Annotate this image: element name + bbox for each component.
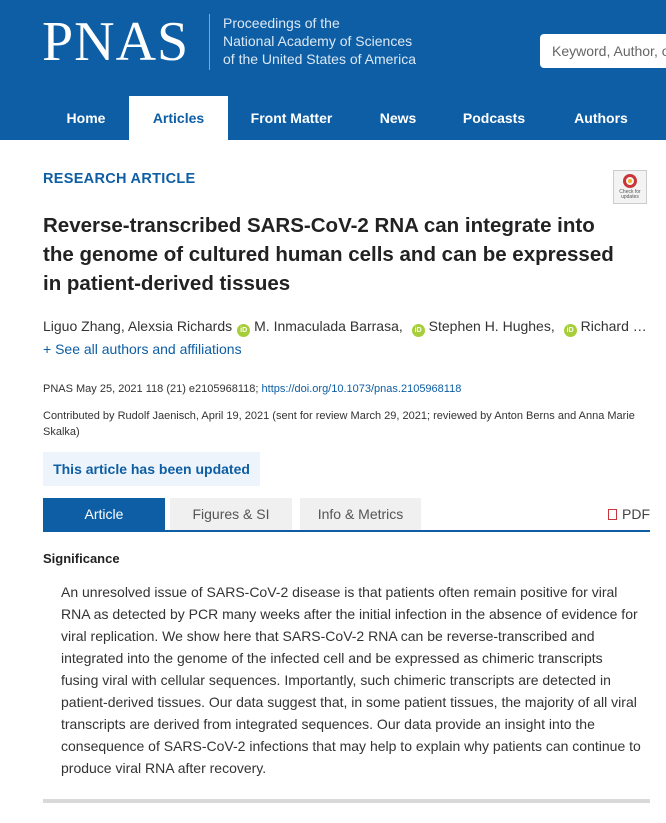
significance-body: An unresolved issue of SARS-CoV-2 disease is that patients often remain positive for viral RNA as detected by PCR many weeks after the initial infection in the absence of evidence for viral replication. We show here that SARS-CoV-2 RNA can be reverse-transcribed and integrated into the genome of the infected cell and be expressed as chimeric transcripts fusing viral with cellular sequences. Importantly, such chimeric transcripts are detected in patient-derived tissues. Our data suggest that, in some patient tissues, the majority of all viral transcripts are derived from integrated sequences. Our data provide an insight into the consequence of SARS-CoV-2 infections that may help to explain why patients can continue to produce viral RNA after recovery. — [61, 584, 641, 776]
significance-heading: Significance — [43, 551, 120, 566]
check-for-updates-badge[interactable] — [613, 170, 647, 204]
author-name[interactable]: Liguo Zhang — [43, 318, 121, 334]
author-name[interactable]: Stephen H. Hughes — [428, 318, 551, 334]
article-title: Reverse-transcribed SARS-CoV-2 RNA can integrate into the genome of cultured human cells and can be expressed in patient-derived tissues — [43, 214, 614, 295]
see-all-authors-link[interactable]: + See all authors and affiliations — [43, 341, 242, 357]
search-box[interactable] — [540, 34, 666, 68]
logo-divider — [209, 14, 210, 70]
journal-tagline — [223, 14, 416, 68]
tab-info-metrics[interactable]: Info & Metrics — [300, 498, 421, 530]
article-updated-notice[interactable]: This article has been updated — [43, 452, 260, 486]
pdf-file-icon — [608, 509, 617, 520]
orcid-icon[interactable]: iD — [412, 324, 425, 337]
nav-authors[interactable]: Authors — [574, 110, 628, 126]
nav-articles[interactable]: Articles — [129, 96, 228, 140]
pdf-download-link[interactable] — [608, 498, 650, 530]
pnas-logo[interactable]: PNAS — [42, 11, 190, 73]
contributed-by: Contributed by Rudolf Jaenisch, April 19, 2021 (sent for review March 29, 2021; reviewed by Anton Berns and Anna Marie Skalka) — [43, 410, 635, 438]
main-nav — [43, 96, 655, 140]
nav-news[interactable]: News — [379, 110, 417, 126]
tagline-line: National Academy of Sciences — [223, 33, 413, 49]
search-input[interactable] — [550, 42, 666, 60]
section-divider — [43, 799, 650, 803]
check-badge-text: Check for updates — [619, 189, 641, 200]
crossmark-icon — [623, 174, 637, 188]
nav-home[interactable]: Home — [66, 110, 106, 126]
author-name[interactable]: M. Inmaculada Barrasa — [254, 318, 399, 334]
doi-link[interactable]: https://doi.org/10.1073/pnas.2105968118 — [261, 383, 462, 395]
pdf-label: PDF — [622, 506, 650, 522]
article-type-label: RESEARCH ARTICLE — [43, 171, 196, 187]
tagline-line: Proceedings of the — [223, 15, 340, 31]
site-header — [0, 0, 666, 140]
citation-line — [43, 383, 461, 395]
tagline-line: of the United States of America — [223, 51, 416, 67]
author-name[interactable]: Richard … — [580, 318, 647, 334]
orcid-icon[interactable]: iD — [564, 324, 577, 337]
citation-text: PNAS May 25, 2021 118 (21) e2105968118; — [43, 383, 262, 395]
article-tabs — [43, 498, 650, 532]
author-name[interactable]: Alexsia Richards — [127, 318, 233, 334]
author-list: Liguo Zhang, Alexsia Richards iD M. Inmaculada Barrasa, iD Stephen H. Hughes, iD Richard … — [43, 318, 653, 337]
tab-article[interactable]: Article — [43, 498, 165, 530]
nav-podcasts[interactable]: Podcasts — [462, 110, 526, 126]
orcid-icon[interactable]: iD — [237, 324, 250, 337]
tab-figures-si[interactable]: Figures & SI — [170, 498, 292, 530]
nav-front-matter[interactable]: Front Matter — [250, 110, 333, 126]
